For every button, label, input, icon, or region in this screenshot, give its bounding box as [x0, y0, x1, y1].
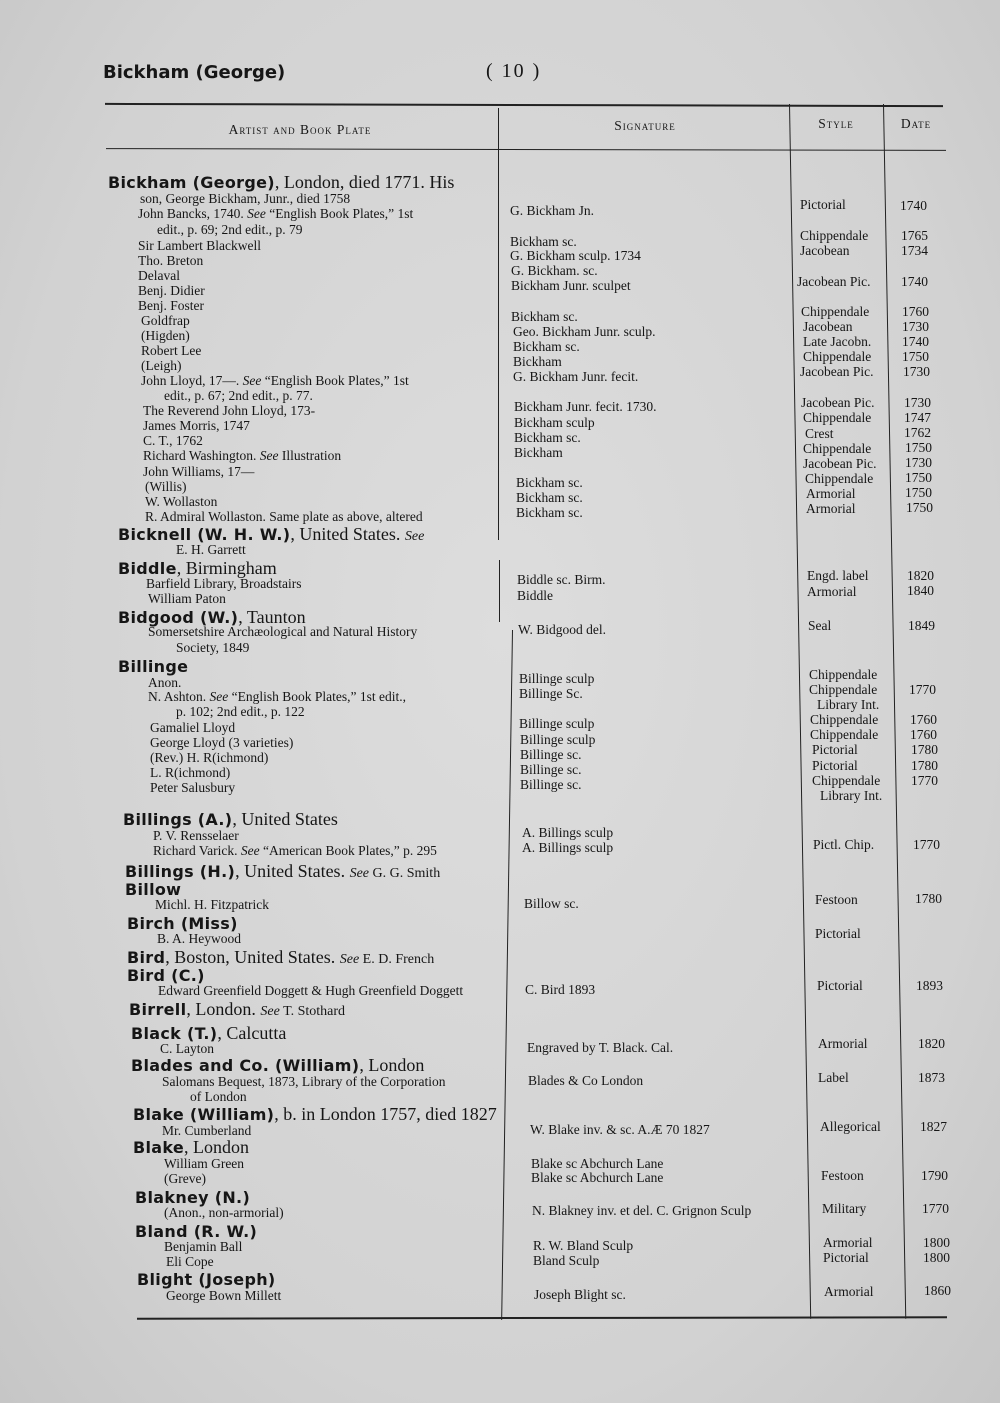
artist-location: , United States.	[235, 861, 350, 881]
date-cell: 1740	[901, 274, 928, 289]
page-number: ( 10 )	[486, 60, 542, 82]
artist-heading	[133, 1105, 497, 1124]
book-plate-entry: Richard Varick. See “American Book Plates,” p. 295	[153, 843, 437, 858]
book-plate-entry: (Rev.) H. R(ichmond)	[150, 750, 269, 765]
book-plate-entry: son, George Bickham, Junr., died 1758	[140, 191, 351, 206]
signature-cell: W. Bidgood del.	[518, 622, 607, 637]
style-cell: Jacobean Pic.	[803, 456, 877, 471]
date-cell: 1760	[910, 727, 937, 742]
signature-cell: G. Bickham. sc.	[511, 263, 598, 278]
style-cell: Pictorial	[815, 926, 861, 941]
book-plate-entry: Edward Greenfield Doggett & Hugh Greenfield Doggett	[158, 983, 464, 998]
column-header-signature: Signature	[614, 118, 676, 133]
style-cell: Pictorial	[823, 1250, 869, 1265]
artist-name: Blake (William)	[133, 1105, 275, 1124]
artist-name: Birrell	[129, 1000, 187, 1019]
book-plate-entry: John Williams, 17—	[143, 464, 255, 479]
date-cell: 1730	[904, 395, 931, 410]
date-cell: 1747	[904, 410, 931, 425]
see-reference: See	[339, 952, 360, 967]
style-cell: Pictl. Chip.	[813, 837, 875, 852]
date-cell: 1827	[920, 1119, 947, 1134]
signature-cell: Bickham Junr. fecit. 1730.	[514, 399, 657, 414]
artist-heading	[118, 525, 424, 546]
artist-location: , London	[359, 1055, 425, 1075]
signature-cell: A. Billings sculp	[522, 825, 614, 840]
signature-cell: Geo. Bickham Junr. sculp.	[513, 324, 656, 339]
style-cell: Chippendale	[803, 349, 872, 364]
column-header-style: Style	[818, 116, 854, 131]
signature-cell: Billinge sculp	[520, 732, 596, 747]
artist-location: , London.	[186, 999, 261, 1019]
artist-name: Blakney (N.)	[135, 1188, 251, 1207]
signature-cell: Bland Sculp	[533, 1253, 600, 1268]
style-cell: Jacobean Pic.	[800, 364, 874, 379]
signature-cell: Engraved by T. Black. Cal.	[527, 1040, 674, 1055]
date-cell: 1740	[900, 198, 927, 213]
style-cell: Armorial	[823, 1235, 873, 1250]
signature-cell: Joseph Blight sc.	[534, 1287, 626, 1302]
date-cell: 1780	[911, 758, 938, 773]
book-plate-entry: N. Ashton. See “English Book Plates,” 1st edit.,	[148, 689, 406, 704]
date-cell: 1800	[923, 1250, 950, 1265]
artist-location: , Taunton	[238, 607, 306, 627]
signature-cell: Billinge sculp	[519, 716, 595, 731]
col-divider-1b	[499, 560, 500, 622]
book-plate-entry: Salomans Bequest, 1873, Library of the Corporation	[162, 1074, 446, 1089]
book-plate-entry: Goldfrap	[141, 313, 190, 328]
style-cell: Armorial	[824, 1284, 874, 1299]
date-cell: 1734	[901, 243, 928, 258]
date-cell: 1770	[922, 1201, 949, 1216]
signature-cell: Blades & Co London	[528, 1073, 644, 1088]
see-target: G. G. Smith	[369, 866, 441, 881]
book-plate-entry: C. Layton	[160, 1041, 214, 1056]
signature-cell: Bickham sculp	[514, 415, 595, 430]
artist-heading	[137, 1270, 276, 1289]
artist-heading	[118, 657, 188, 676]
date-cell: 1860	[924, 1283, 951, 1298]
style-cell: Pictorial	[812, 758, 858, 773]
book-plate-entry: Eli Cope	[166, 1254, 214, 1269]
date-cell: 1750	[902, 349, 929, 364]
date-cell: 1820	[907, 568, 934, 583]
style-cell: Armorial	[818, 1036, 868, 1051]
book-plate-entry: Richard Washington. See Illustration	[143, 448, 342, 463]
style-cell: Festoon	[821, 1168, 864, 1183]
signature-cell: Billinge Sc.	[519, 686, 583, 701]
signature-cell: Biddle sc. Birm.	[517, 572, 606, 587]
style-cell: Chippendale	[800, 228, 869, 243]
signature-cell: Bickham sc.	[513, 339, 580, 354]
artist-location: , b. in London 1757, died 1827	[274, 1104, 497, 1124]
date-cell: 1730	[903, 364, 930, 379]
book-plate-entry: Benj. Foster	[138, 298, 204, 313]
book-plate-entry: (Leigh)	[141, 358, 182, 373]
artist-name: Billings (H.)	[125, 862, 236, 881]
book-plate-entry: p. 102; 2nd edit., p. 122	[176, 704, 305, 719]
date-cell: 1800	[923, 1235, 950, 1250]
book-plate-entry: of London	[190, 1089, 247, 1104]
signature-cell: Billinge sculp	[519, 671, 595, 686]
date-cell: 1873	[918, 1070, 945, 1085]
artist-name: Birch (Miss)	[127, 914, 238, 933]
date-cell: 1765	[901, 228, 928, 243]
style-cell: Chippendale	[803, 441, 872, 456]
book-plate-entry: James Morris, 1747	[143, 418, 250, 433]
signature-cell: W. Blake inv. & sc. A.Æ 70 1827	[530, 1122, 710, 1137]
signature-cell: Bickham sc.	[516, 505, 583, 520]
style-cell: Engd. label	[807, 568, 869, 583]
book-plate-entry: William Green	[164, 1156, 245, 1171]
artist-location: , London	[184, 1137, 250, 1157]
artist-name: Bickham (George)	[108, 173, 275, 192]
date-cell: 1730	[902, 319, 929, 334]
artist-name: Bland (R. W.)	[135, 1222, 258, 1241]
book-plate-entry: Mr. Cumberland	[162, 1123, 252, 1138]
artist-heading	[123, 810, 338, 829]
see-reference: See	[349, 866, 370, 881]
date-cell: 1790	[921, 1168, 948, 1183]
book-plate-entry: R. Admiral Wollaston. Same plate as above, altered	[145, 509, 423, 524]
style-cell: Pictorial	[812, 742, 858, 757]
artist-name: Bicknell (W. H. W.)	[118, 525, 291, 544]
style-cell: Chippendale	[805, 471, 874, 486]
signature-cell: Blake sc Abchurch Lane	[531, 1156, 664, 1171]
style-cell: Pictorial	[817, 978, 863, 993]
signature-cell: C. Bird 1893	[525, 982, 596, 997]
signature-cell: Bickham sc.	[514, 430, 581, 445]
book-plate-entry: C. T., 1762	[143, 433, 203, 448]
book-plate-entry: Somersetshire Archæological and Natural History	[148, 624, 418, 639]
see-reference: See	[260, 1004, 280, 1019]
artist-name: Blight (Joseph)	[137, 1270, 276, 1289]
book-plate-entry: edit., p. 67; 2nd edit., p. 77.	[164, 388, 313, 403]
style-cell: Library Int.	[820, 788, 883, 803]
artist-name: Bird	[127, 948, 166, 967]
book-plate-entry: Gamaliel Lloyd	[150, 720, 236, 735]
date-cell: 1750	[905, 470, 932, 485]
book-plate-entry: The Reverend John Lloyd, 173-	[143, 403, 316, 418]
artist-location: , Boston, United States.	[165, 947, 340, 967]
date-cell: 1770	[909, 682, 936, 697]
date-cell: 1730	[905, 455, 932, 470]
artist-location: , London, died 1771. His	[274, 172, 455, 192]
date-cell: 1750	[905, 440, 932, 455]
style-cell: Chippendale	[809, 682, 878, 697]
artist-heading	[131, 1056, 424, 1075]
signature-cell: Bickham sc.	[516, 490, 583, 505]
column-header-date: Date	[900, 116, 932, 131]
table-top-rule	[105, 103, 943, 107]
style-cell: Seal	[808, 618, 832, 633]
book-plate-entry: Benjamin Ball	[164, 1239, 243, 1254]
book-plate-entry: Michl. H. Fitzpatrick	[155, 897, 269, 912]
book-plate-entry: B. A. Heywood	[157, 931, 241, 946]
signature-cell: Billinge sc.	[520, 747, 582, 762]
signature-cell: Billinge sc.	[520, 762, 582, 777]
book-plate-entry: (Greve)	[164, 1171, 206, 1186]
book-plate-entry: John Lloyd, 17—. See “English Book Plates,” 1st	[141, 373, 409, 388]
book-plate-entry: P. V. Rensselaer	[153, 828, 239, 843]
style-cell: Chippendale	[810, 727, 879, 742]
book-plate-entry: (Higden)	[141, 328, 190, 343]
date-cell: 1760	[902, 304, 929, 319]
date-cell: 1770	[911, 773, 938, 788]
signature-cell: Billow sc.	[524, 896, 579, 911]
see-target: T. Stothard	[279, 1004, 346, 1019]
style-cell: Allegorical	[820, 1119, 881, 1134]
signature-cell: Bickham sc.	[511, 309, 578, 324]
date-cell: 1750	[905, 485, 932, 500]
book-plate-entry: Tho. Breton	[138, 253, 204, 268]
signature-cell: Bickham Junr. sculpet	[511, 278, 631, 293]
date-cell: 1762	[904, 425, 931, 440]
book-plate-entry: Barfield Library, Broadstairs	[146, 576, 302, 591]
artist-name: Billinge	[118, 657, 189, 676]
signature-cell: R. W. Bland Sculp	[533, 1238, 634, 1253]
style-cell: Crest	[805, 426, 834, 441]
book-plate-entry: Robert Lee	[141, 343, 202, 358]
artist-name: Bird (C.)	[127, 966, 205, 985]
book-plate-entry: Society, 1849	[176, 640, 250, 655]
artist-heading	[133, 1138, 249, 1157]
artist-location: , United States.	[290, 524, 405, 544]
book-plate-entry: George Lloyd (3 varieties)	[150, 735, 294, 750]
signature-cell: Bickham	[514, 445, 563, 460]
artist-heading	[108, 173, 454, 192]
date-cell: 1740	[902, 334, 929, 349]
style-cell: Jacobean	[800, 243, 850, 258]
book-plate-entry: Delaval	[138, 268, 180, 283]
signature-cell: A. Billings sculp	[522, 840, 614, 855]
style-cell: Chippendale	[809, 667, 878, 682]
signature-cell: G. Bickham sculp. 1734	[510, 248, 641, 263]
signature-cell: Blake sc Abchurch Lane	[531, 1170, 664, 1185]
style-cell: Pictorial	[800, 197, 846, 212]
book-plate-entry: E. H. Garrett	[176, 542, 246, 557]
style-cell: Chippendale	[803, 410, 872, 425]
signature-cell: Billinge sc.	[520, 777, 582, 792]
signature-cell: G. Bickham Jn.	[510, 203, 594, 218]
artist-location: , Birmingham	[176, 558, 277, 578]
book-plate-entry: Sir Lambert Blackwell	[138, 238, 261, 253]
column-header-artist: Artist and Book Plate	[228, 122, 372, 137]
date-cell: 1893	[916, 978, 943, 993]
date-cell: 1849	[908, 618, 935, 633]
running-head: Bickham (George)	[103, 62, 286, 83]
style-cell: Festoon	[815, 892, 858, 907]
artist-name: Blake	[133, 1138, 185, 1157]
artist-name: Blades and Co. (William)	[131, 1056, 360, 1075]
col-divider-1	[498, 108, 499, 540]
style-cell: Chippendale	[810, 712, 879, 727]
table-bottom-rule	[137, 1316, 947, 1319]
style-cell: Military	[822, 1201, 867, 1216]
book-plate-entry: (Willis)	[145, 479, 187, 494]
signature-cell: Bickham sc.	[510, 234, 577, 249]
style-cell: Jacobean Pic.	[801, 395, 875, 410]
date-cell: 1780	[911, 742, 938, 757]
book-plate-entry: L. R(ichmond)	[150, 765, 231, 780]
style-cell: Jacobean Pic.	[797, 274, 871, 289]
style-cell: Armorial	[806, 486, 856, 501]
signature-cell: G. Bickham Junr. fecit.	[513, 369, 639, 384]
book-plate-entry: John Bancks, 1740. See “English Book Plates,” 1st	[138, 206, 414, 221]
date-cell: 1840	[907, 583, 934, 598]
style-cell: Chippendale	[812, 773, 881, 788]
book-plate-entry: George Bown Millett	[166, 1288, 282, 1303]
artist-heading	[129, 1000, 345, 1021]
style-cell: Armorial	[806, 501, 856, 516]
book-plate-entry: Benj. Didier	[138, 283, 205, 298]
artist-name: Bidgood (W.)	[118, 608, 239, 627]
date-cell: 1820	[918, 1036, 945, 1051]
book-plate-entry: W. Wollaston	[145, 494, 218, 509]
artist-name: Billings (A.)	[123, 810, 233, 829]
artist-name: Biddle	[118, 559, 177, 578]
see-reference: See	[404, 529, 425, 544]
header-bottom-rule	[106, 148, 946, 151]
artist-name: Black (T.)	[131, 1024, 218, 1043]
style-cell: Late Jacobn.	[803, 334, 872, 349]
col-divider-1c	[501, 630, 513, 1320]
artist-name: Billow	[125, 880, 182, 899]
date-cell: 1770	[913, 837, 940, 852]
book-plate-entry: Peter Salusbury	[150, 780, 236, 795]
style-cell: Chippendale	[801, 304, 870, 319]
style-cell: Armorial	[807, 584, 857, 599]
signature-cell: Biddle	[517, 588, 553, 603]
style-cell: Jacobean	[803, 319, 853, 334]
date-cell: 1760	[910, 712, 937, 727]
signature-cell: N. Blakney inv. et del. C. Grignon Sculp	[532, 1203, 752, 1218]
artist-location: , Calcutta	[217, 1023, 287, 1043]
signature-cell: Bickham	[513, 354, 562, 369]
artist-location: , United States	[232, 809, 338, 829]
signature-cell: Bickham sc.	[516, 475, 583, 490]
date-cell: 1750	[906, 500, 933, 515]
book-plate-entry: Anon.	[148, 675, 182, 690]
see-target: E. D. French	[359, 952, 435, 967]
style-cell: Library Int.	[817, 697, 880, 712]
book-plate-entry: William Paton	[148, 591, 226, 606]
book-plate-entry: edit., p. 69; 2nd edit., p. 79	[157, 222, 303, 237]
book-plate-entry: (Anon., non-armorial)	[164, 1205, 284, 1220]
date-cell: 1780	[915, 891, 942, 906]
style-cell: Label	[818, 1070, 849, 1085]
